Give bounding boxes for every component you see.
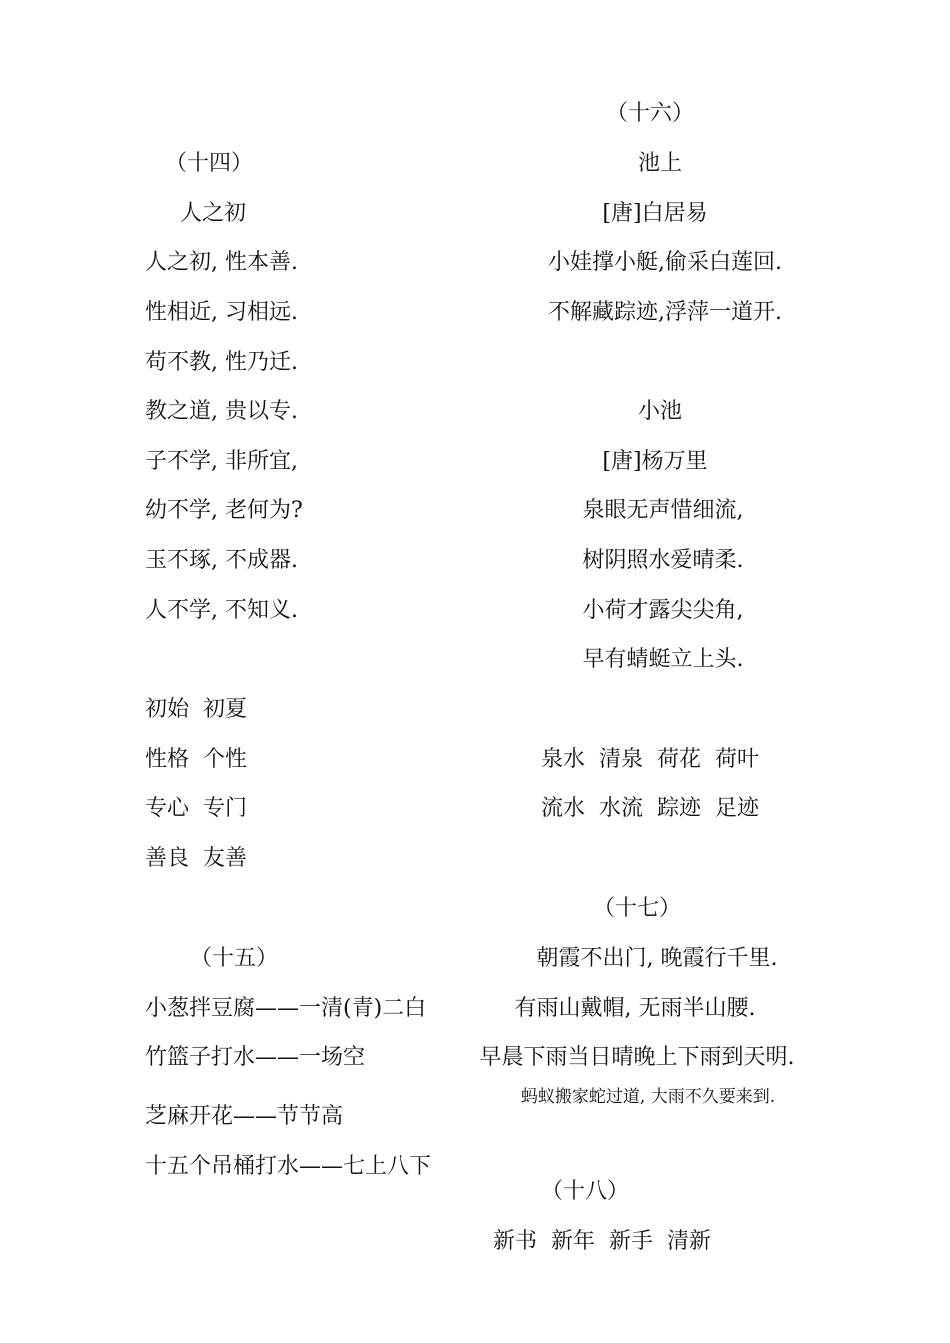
poem-title: 池上 xyxy=(637,151,683,176)
verse-line: 树阴照水爱晴柔. xyxy=(582,548,744,573)
verse-line: 人之初, 性本善. xyxy=(145,250,298,275)
proverb-line: 朝霞不出门, 晚霞行千里. xyxy=(536,946,778,971)
word-group: 流水 水流 踪迹 足迹 xyxy=(541,796,759,821)
poem-title: 人之初 xyxy=(180,201,247,226)
word-pair: 专心 专门 xyxy=(145,796,247,821)
verse-line: 子不学, 非所宜, xyxy=(145,449,298,474)
verse-line: 小娃撑小艇,偷采白莲回. xyxy=(548,250,782,275)
poem-author: [唐]杨万里 xyxy=(602,449,708,474)
poem-title: 小池 xyxy=(637,399,683,424)
xiehouyu-line: 竹篮子打水——一场空 xyxy=(145,1045,366,1070)
verse-line: 泉眼无声惜细流, xyxy=(582,498,744,523)
verse-line: 性相近, 习相远. xyxy=(145,300,298,325)
verse-line: 幼不学, 老何为? xyxy=(145,498,303,523)
verse-line: 教之道, 贵以专. xyxy=(145,399,298,424)
section-number: （十八） xyxy=(540,1179,630,1204)
proverb-line: 早晨下雨当日晴晚上下雨到天明. xyxy=(479,1045,795,1070)
proverb-line: 有雨山戴帽, 无雨半山腰. xyxy=(514,996,756,1021)
verse-line: 人不学, 不知义. xyxy=(145,598,298,623)
proverb-line: 蚂蚁搬家蛇过道, 大雨不久要来到. xyxy=(520,1087,776,1107)
word-pair: 初始 初夏 xyxy=(145,697,247,722)
poem-author: [唐]白居易 xyxy=(602,201,708,226)
xiehouyu-line: 芝麻开花——节节高 xyxy=(145,1104,344,1129)
verse-line: 玉不琢, 不成器. xyxy=(145,548,298,573)
verse-line: 小荷才露尖尖角, xyxy=(582,598,744,623)
word-pair: 善良 友善 xyxy=(145,846,247,871)
word-pair: 性格 个性 xyxy=(145,747,247,772)
word-group: 泉水 清泉 荷花 荷叶 xyxy=(541,747,759,772)
section-number: （十五） xyxy=(190,946,279,971)
section-number: （十七） xyxy=(592,896,682,921)
verse-line: 早有蜻蜓立上头. xyxy=(582,647,744,672)
word-group: 新书 新年 新手 清新 xyxy=(493,1229,711,1254)
xiehouyu-line: 十五个吊桶打水——七上八下 xyxy=(145,1154,432,1179)
section-number: （十四） xyxy=(165,151,254,176)
xiehouyu-line: 小葱拌豆腐——一清(青)二白 xyxy=(145,996,427,1021)
verse-line: 苟不教, 性乃迁. xyxy=(145,350,298,375)
section-number: （十六） xyxy=(605,101,695,126)
verse-line: 不解藏踪迹,浮萍一道开. xyxy=(548,300,782,325)
